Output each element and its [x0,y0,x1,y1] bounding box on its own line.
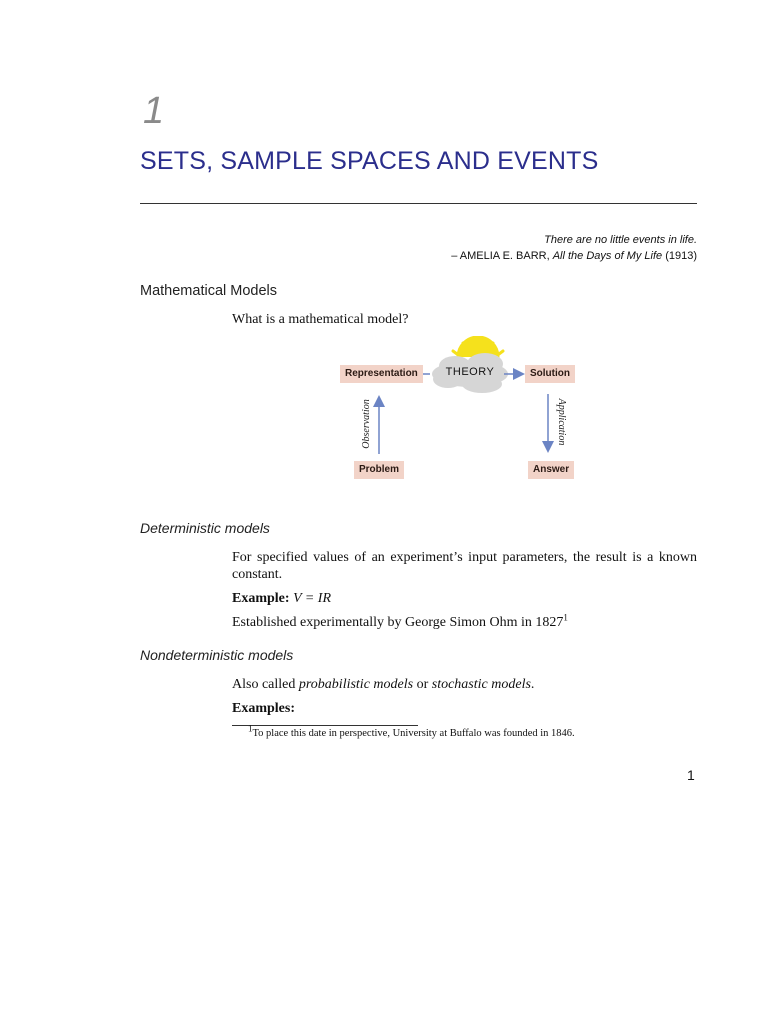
established-line [232,614,697,631]
footnote-rule [232,725,418,726]
term-probabilistic: probabilistic models [298,677,414,692]
theory-label: THEORY [445,366,495,378]
observation-label: Observation [361,399,372,449]
epigraph-author: – AMELIA E. BARR, [451,250,553,262]
example-label: Example: [232,591,290,606]
epigraph-book: All the Days of My Life [552,250,663,262]
answer-box: Answer [528,461,574,479]
epigraph [277,232,697,264]
page-number: 1 [687,767,695,783]
nondeterministic-heading: Nondeterministic models [140,647,294,663]
application-label: Application [556,398,567,446]
term-stochastic: stochastic models [431,677,531,692]
also-called-line [232,676,697,693]
chapter-title: SETS, SAMPLE SPACES AND EVENTS [140,147,599,175]
section-heading: Mathematical Models [140,283,277,299]
problem-box: Problem [354,461,404,479]
solution-box: Solution [525,365,575,383]
footnote-text: To place this date in perspective, University at Buffalo was founded in 1846. [252,728,575,739]
epigraph-attribution [277,248,697,264]
example-formula: V = IR [293,591,332,606]
section-question: What is a mathematical model? [232,312,409,327]
representation-box: Representation [340,365,423,383]
model-diagram [330,336,590,486]
footnote [248,723,575,739]
also-called-prefix: Also called [232,677,299,692]
title-rule [140,203,697,204]
term-period: . [530,677,535,692]
established-text: Established experimentally by George Simon Ohm in 1827 [232,615,564,630]
deterministic-heading: Deterministic models [140,520,270,536]
footnote-mark: 1 [248,723,253,734]
deterministic-text: For specified values of an experiment’s input parameters, the result is a known constant. [232,550,697,582]
epigraph-year: (1913) [662,250,697,262]
epigraph-quote: There are no little events in life. [544,234,697,246]
chapter-number: 1 [143,90,165,132]
examples-label: Examples: [232,701,295,716]
term-connector: or [413,677,432,692]
example-line [232,590,697,607]
footnote-ref: 1 [563,612,568,623]
